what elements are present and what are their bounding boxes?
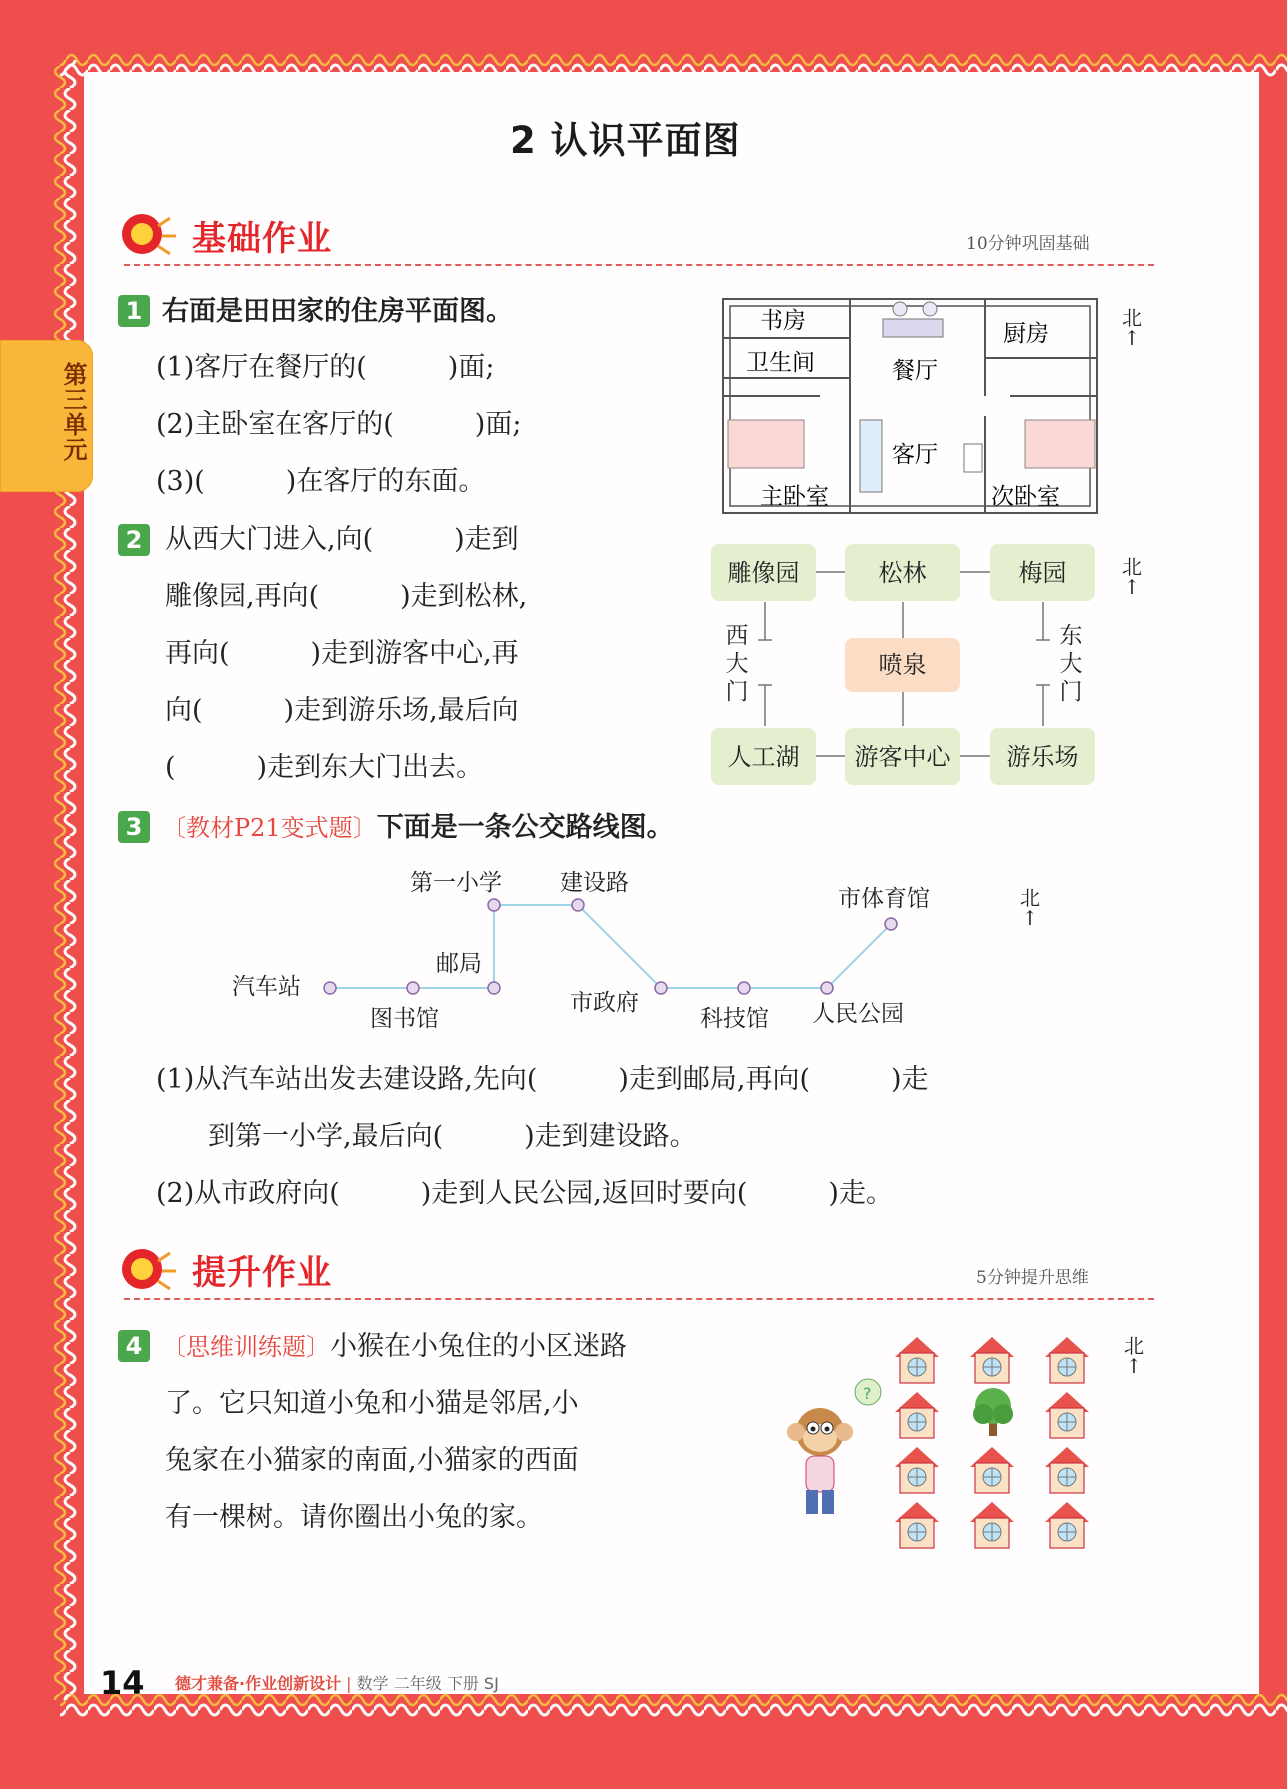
bus-stop-dot — [488, 982, 500, 994]
north-indicator: 北 ↑ — [1122, 306, 1142, 350]
bus-stop-dot — [738, 982, 750, 994]
section-title-basic: 基础作业 — [192, 219, 332, 259]
bus-stop-dot — [324, 982, 336, 994]
stop-city-hall: 市政府 — [570, 990, 639, 1016]
park-sculpture-garden: 雕像园 — [711, 544, 816, 601]
north-indicator: 北 ↑ — [1122, 555, 1142, 599]
park-fountain: 喷泉 — [845, 638, 960, 692]
q3-stem: 下面是一条公交路线图。 — [376, 812, 674, 843]
q2-line-4: 向( )走到游乐场,最后向 — [165, 695, 519, 726]
house-icon — [970, 1447, 1014, 1493]
stop-library: 图书馆 — [370, 1006, 439, 1032]
footer-brand: 德才兼备·作业创新设计 — [175, 1674, 342, 1693]
section-title-advanced: 提升作业 — [192, 1253, 332, 1293]
stop-science-museum: 科技馆 — [700, 1006, 769, 1032]
q1-line-1: (1)客厅在餐厅的( )面; — [156, 352, 495, 383]
park-plum-garden: 梅园 — [990, 544, 1095, 601]
north-indicator: 北 ↑ — [1124, 1334, 1144, 1378]
section-subtitle-basic: 10分钟巩固基础 — [966, 234, 1090, 254]
section-badge-icon — [118, 1243, 180, 1295]
room-master: 主卧室 — [760, 484, 829, 510]
q3-tag: 〔教材P21变式题〕 — [162, 814, 377, 842]
question-number: 1 — [118, 295, 150, 327]
room-study: 书房 — [760, 308, 806, 334]
question-number: 2 — [118, 524, 150, 556]
stop-bus-station: 汽车站 — [232, 974, 301, 1000]
q4-line-2: 了。它只知道小兔和小猫是邻居,小 — [165, 1388, 579, 1419]
page-number: 14 — [100, 1664, 145, 1702]
house-icon — [970, 1502, 1014, 1548]
unit-tab-label: 第三单元 — [59, 362, 87, 462]
bus-stop-dot — [572, 899, 584, 911]
house-icon — [895, 1447, 939, 1493]
park-pine-forest: 松林 — [845, 544, 960, 601]
stop-gymnasium: 市体育馆 — [838, 886, 930, 912]
question-number: 3 — [118, 811, 150, 843]
house-icon — [895, 1337, 939, 1383]
park-playground: 游乐场 — [990, 728, 1095, 785]
bus-stop-dot — [407, 982, 419, 994]
q1-line-3: (3)( )在客厅的东面。 — [156, 466, 486, 497]
q3-line-1: (1)从汽车站出发去建设路,先向( )走到邮局,再向( )走 — [156, 1064, 929, 1095]
stop-post-office: 邮局 — [436, 951, 482, 977]
q4-line-4: 有一棵树。请你圈出小兔的家。 — [165, 1502, 543, 1533]
room-bathroom: 卫生间 — [746, 350, 815, 376]
room-kitchen: 厨房 — [1003, 321, 1049, 347]
bus-stop-dot — [821, 982, 833, 994]
footer-details: 数学 二年级 下册 SJ — [356, 1674, 499, 1693]
north-indicator: 北 ↑ — [1020, 886, 1040, 930]
tree-icon — [973, 1388, 1013, 1436]
room-living: 客厅 — [892, 442, 938, 468]
park-east-gate: 东大门 — [1059, 623, 1083, 706]
bus-stop-dot — [885, 918, 897, 930]
q3-line-3: (2)从市政府向( )走到人民公园,返回时要向( )走。 — [156, 1178, 893, 1209]
q2-line-2: 雕像园,再向( )走到松林, — [165, 581, 528, 612]
q1-line-2: (2)主卧室在客厅的( )面; — [156, 409, 522, 440]
park-lake: 人工湖 — [711, 728, 816, 785]
bus-stop-dot — [655, 982, 667, 994]
q4-line-1 — [162, 1333, 627, 1360]
page-title: 2 认识平面图 — [510, 119, 741, 162]
q1-stem: 右面是田田家的住房平面图。 — [162, 296, 513, 327]
q4-line-1-text: 小猴在小兔住的小区迷路 — [330, 1331, 627, 1362]
footer-info: 德才兼备·作业创新设计 | 数学 二年级 下册 SJ — [175, 1674, 499, 1693]
room-second: 次卧室 — [991, 484, 1060, 510]
park-west-gate: 西大门 — [725, 623, 749, 706]
house-icon — [895, 1392, 939, 1438]
question-number: 4 — [118, 1330, 150, 1362]
stop-first-school: 第一小学 — [410, 870, 502, 896]
q2-line-1: 从西大门进入,向( )走到 — [165, 524, 519, 555]
room-dining: 餐厅 — [892, 358, 938, 384]
neighborhood-map — [780, 1330, 1110, 1560]
stop-jianshe-road: 建设路 — [560, 870, 629, 896]
q2-line-3: 再向( )走到游客中心,再 — [165, 638, 519, 669]
park-visitor-center: 游客中心 — [845, 728, 960, 785]
house-icon — [1045, 1392, 1089, 1438]
house-icon — [895, 1502, 939, 1548]
section-subtitle-advanced: 5分钟提升思维 — [976, 1268, 1089, 1288]
house-icon — [970, 1337, 1014, 1383]
house-icon — [1045, 1502, 1089, 1548]
q3-line-2: 到第一小学,最后向( )走到建设路。 — [208, 1121, 697, 1152]
q4-line-3: 兔家在小猫家的南面,小猫家的西面 — [165, 1445, 579, 1476]
q2-line-5: ( )走到东大门出去。 — [165, 752, 484, 783]
monkey-thought-text: ? — [863, 1384, 872, 1403]
house-icon — [1045, 1337, 1089, 1383]
section-divider — [124, 1298, 1154, 1300]
bus-stop-dot — [488, 899, 500, 911]
stop-peoples-park: 人民公园 — [812, 1001, 904, 1027]
q4-tag: 〔思维训练题〕 — [162, 1333, 330, 1361]
house-icon — [1045, 1447, 1089, 1493]
